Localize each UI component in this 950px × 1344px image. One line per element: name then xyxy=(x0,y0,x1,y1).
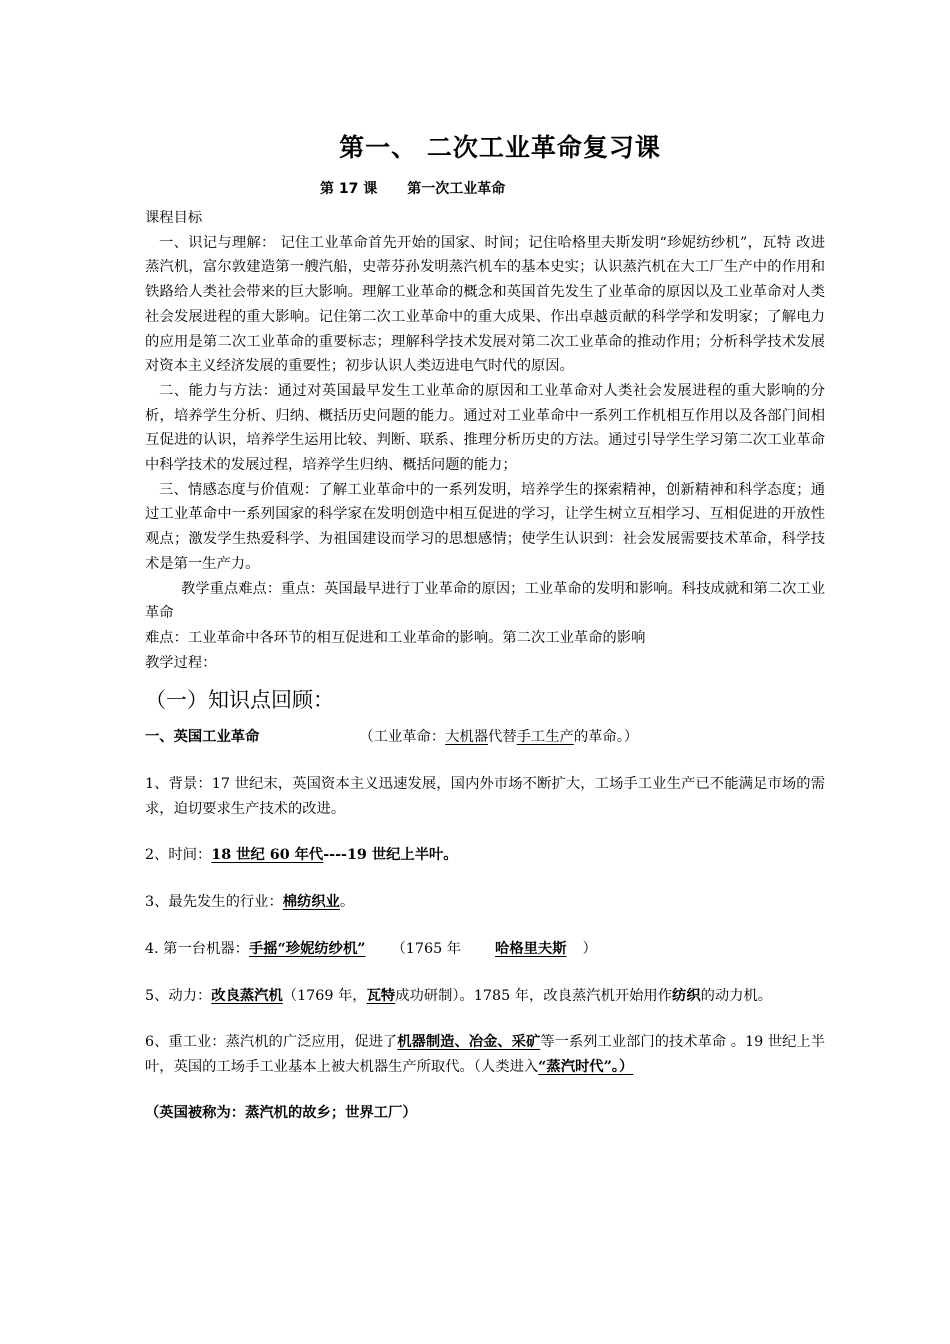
page-title: 第一、 二次工业革命复习课 xyxy=(339,133,661,162)
item2-post: ----19 世纪上半叶。 xyxy=(323,847,458,864)
item5-b: 纺织 xyxy=(672,987,701,1004)
review-footnote: （英国被称为：蒸汽机的故乡；世界工厂） xyxy=(145,1104,417,1121)
item0-note-post: 的革命。） xyxy=(573,729,639,746)
item6-pre: 6、重工业：蒸汽机的广泛应用，促进了 xyxy=(145,1034,398,1051)
item5-u1: 改良蒸汽机 xyxy=(211,987,283,1004)
lesson-subtitle xyxy=(320,178,825,198)
teaching-process: 教学过程： xyxy=(145,654,217,671)
item4-u: 手摇“珍妮纺纱机” xyxy=(248,940,366,957)
review-item-0 xyxy=(145,725,825,750)
item0-note-u2: 手工生产 xyxy=(516,729,574,746)
item2-pre: 2、时间： xyxy=(145,847,212,864)
review-heading: （一）知识点回顾： xyxy=(145,688,334,713)
item0-note-mid: 代替 xyxy=(488,729,517,746)
item0-label: 一、英国工业革命 xyxy=(145,729,260,746)
item4-close: ） xyxy=(582,940,597,957)
goal-paragraph-3: 三、情感态度与价值观：了解工业革命中的一系列发明，培养学生的探索精神，创新精神和科学态度；通过工业革命中一系列国家的科学家在发明创造中相互促进的学习，让学生树立互相学习、互相促进的开放性观点；激发学生热爱科学、为祖国建设而学习的思想感情；使学生认识到：社会发展需要技术革命，科学技术是第一生产力。 xyxy=(145,481,825,572)
item5-mid2: 成功研制）。1785 年，改良蒸汽机开始用作 xyxy=(395,987,673,1004)
item6-mid: 等一系列工业部门的技术革命 。19 世纪上半叶，英国的工场手工业基本上被大机器生产所取代。（人类进入 xyxy=(145,1034,826,1075)
review-item-1: 1、背景：17 世纪末，英国资本主义迅速发展，国内外市场不断扩大，工场手工业生产已不能满足市场的需求，迫切要求生产技术的改进。 xyxy=(145,776,825,817)
key-points: 教学重点难点：重点：英国最早进行丁业革命的原因；工业革命的发明和影响。科技成就和第二次工业革命 xyxy=(145,580,825,622)
item6-u: 机器制造、冶金、采矿 xyxy=(397,1034,541,1051)
goal-paragraph-2: 二、能力与方法：通过对英国最早发生工业革命的原因和工业革命对人类社会发展进程的重大影响的分析，培养学生分析、归纳、概括历史问题的能力。通过对工业革命中一系列工作机相互作用以及各部门间相互促进的认识，培养学生运用比较、判断、联系、推理分析历史的方法。通过引导学生学习第二次工业革命中科学技术的发展过程，培养学生归纳、概括问题的能力； xyxy=(145,382,825,474)
difficulty-points: 难点：工业革命中各环节的相互促进和工业革命的影响。第二次工业革命的影响 xyxy=(145,629,646,646)
goal-paragraph-1: 一、识记与理解： 记住工业革命首先开始的国家、时间；记住哈格里夫斯发明“珍妮纺纱机”，瓦特 改进蒸汽机，富尔敦建造第一艘汽船，史蒂芬孙发明蒸汽机车的基本史实；认识蒸汽机在大工厂生产中的作用和铁路给人类社会带来的巨大影响。理解工业革命的概念和英国首先发生了业革命的原因以及工业革命对人类社会发展进程的重大影响。记住第二次工业革命中的重大成果、作出卓越贡献的科学学和发明家；了解电力的应用是第二次工业革命的重要标志；理解科学技术发展对第二次工业革命的推动作用；分析科学技术发展对资本主义经济发展的重要性；初步认识人类迈进电气时代的原因。 xyxy=(145,234,825,375)
item4-pre: 4. 第一台机器： xyxy=(145,940,249,957)
review-item-3 xyxy=(145,890,825,915)
item4-person: 哈格里夫斯 xyxy=(495,940,567,957)
goals-heading: 课程目标 xyxy=(145,210,203,226)
item3-pre: 3、最先发生的行业： xyxy=(145,894,283,911)
item4-year: （1765 年 xyxy=(391,940,462,957)
item5-pre: 5、动力： xyxy=(145,987,212,1004)
item2-u: 18 世纪 60 年代 xyxy=(211,847,324,864)
item6-u2: “蒸汽时代”。） xyxy=(538,1058,634,1075)
document-page xyxy=(145,128,825,1122)
review-item-6 xyxy=(145,1030,825,1079)
review-item-2 xyxy=(145,843,825,868)
item3-post: 。 xyxy=(339,894,355,911)
item5-post: 的动力机。 xyxy=(700,987,773,1004)
item0-note-u1: 大机器 xyxy=(445,729,489,746)
item0-note-pre: （工业革命： xyxy=(359,729,446,746)
lesson-number: 第 17 课 xyxy=(320,181,378,197)
lesson-name: 第一次工业革命 xyxy=(407,181,506,197)
item3-u: 棉纺织业 xyxy=(282,894,340,911)
review-item-4 xyxy=(145,937,825,962)
item5-mid1: （1769 年， xyxy=(282,987,367,1004)
item5-u2: 瓦特 xyxy=(366,987,396,1004)
review-item-5 xyxy=(145,984,825,1009)
